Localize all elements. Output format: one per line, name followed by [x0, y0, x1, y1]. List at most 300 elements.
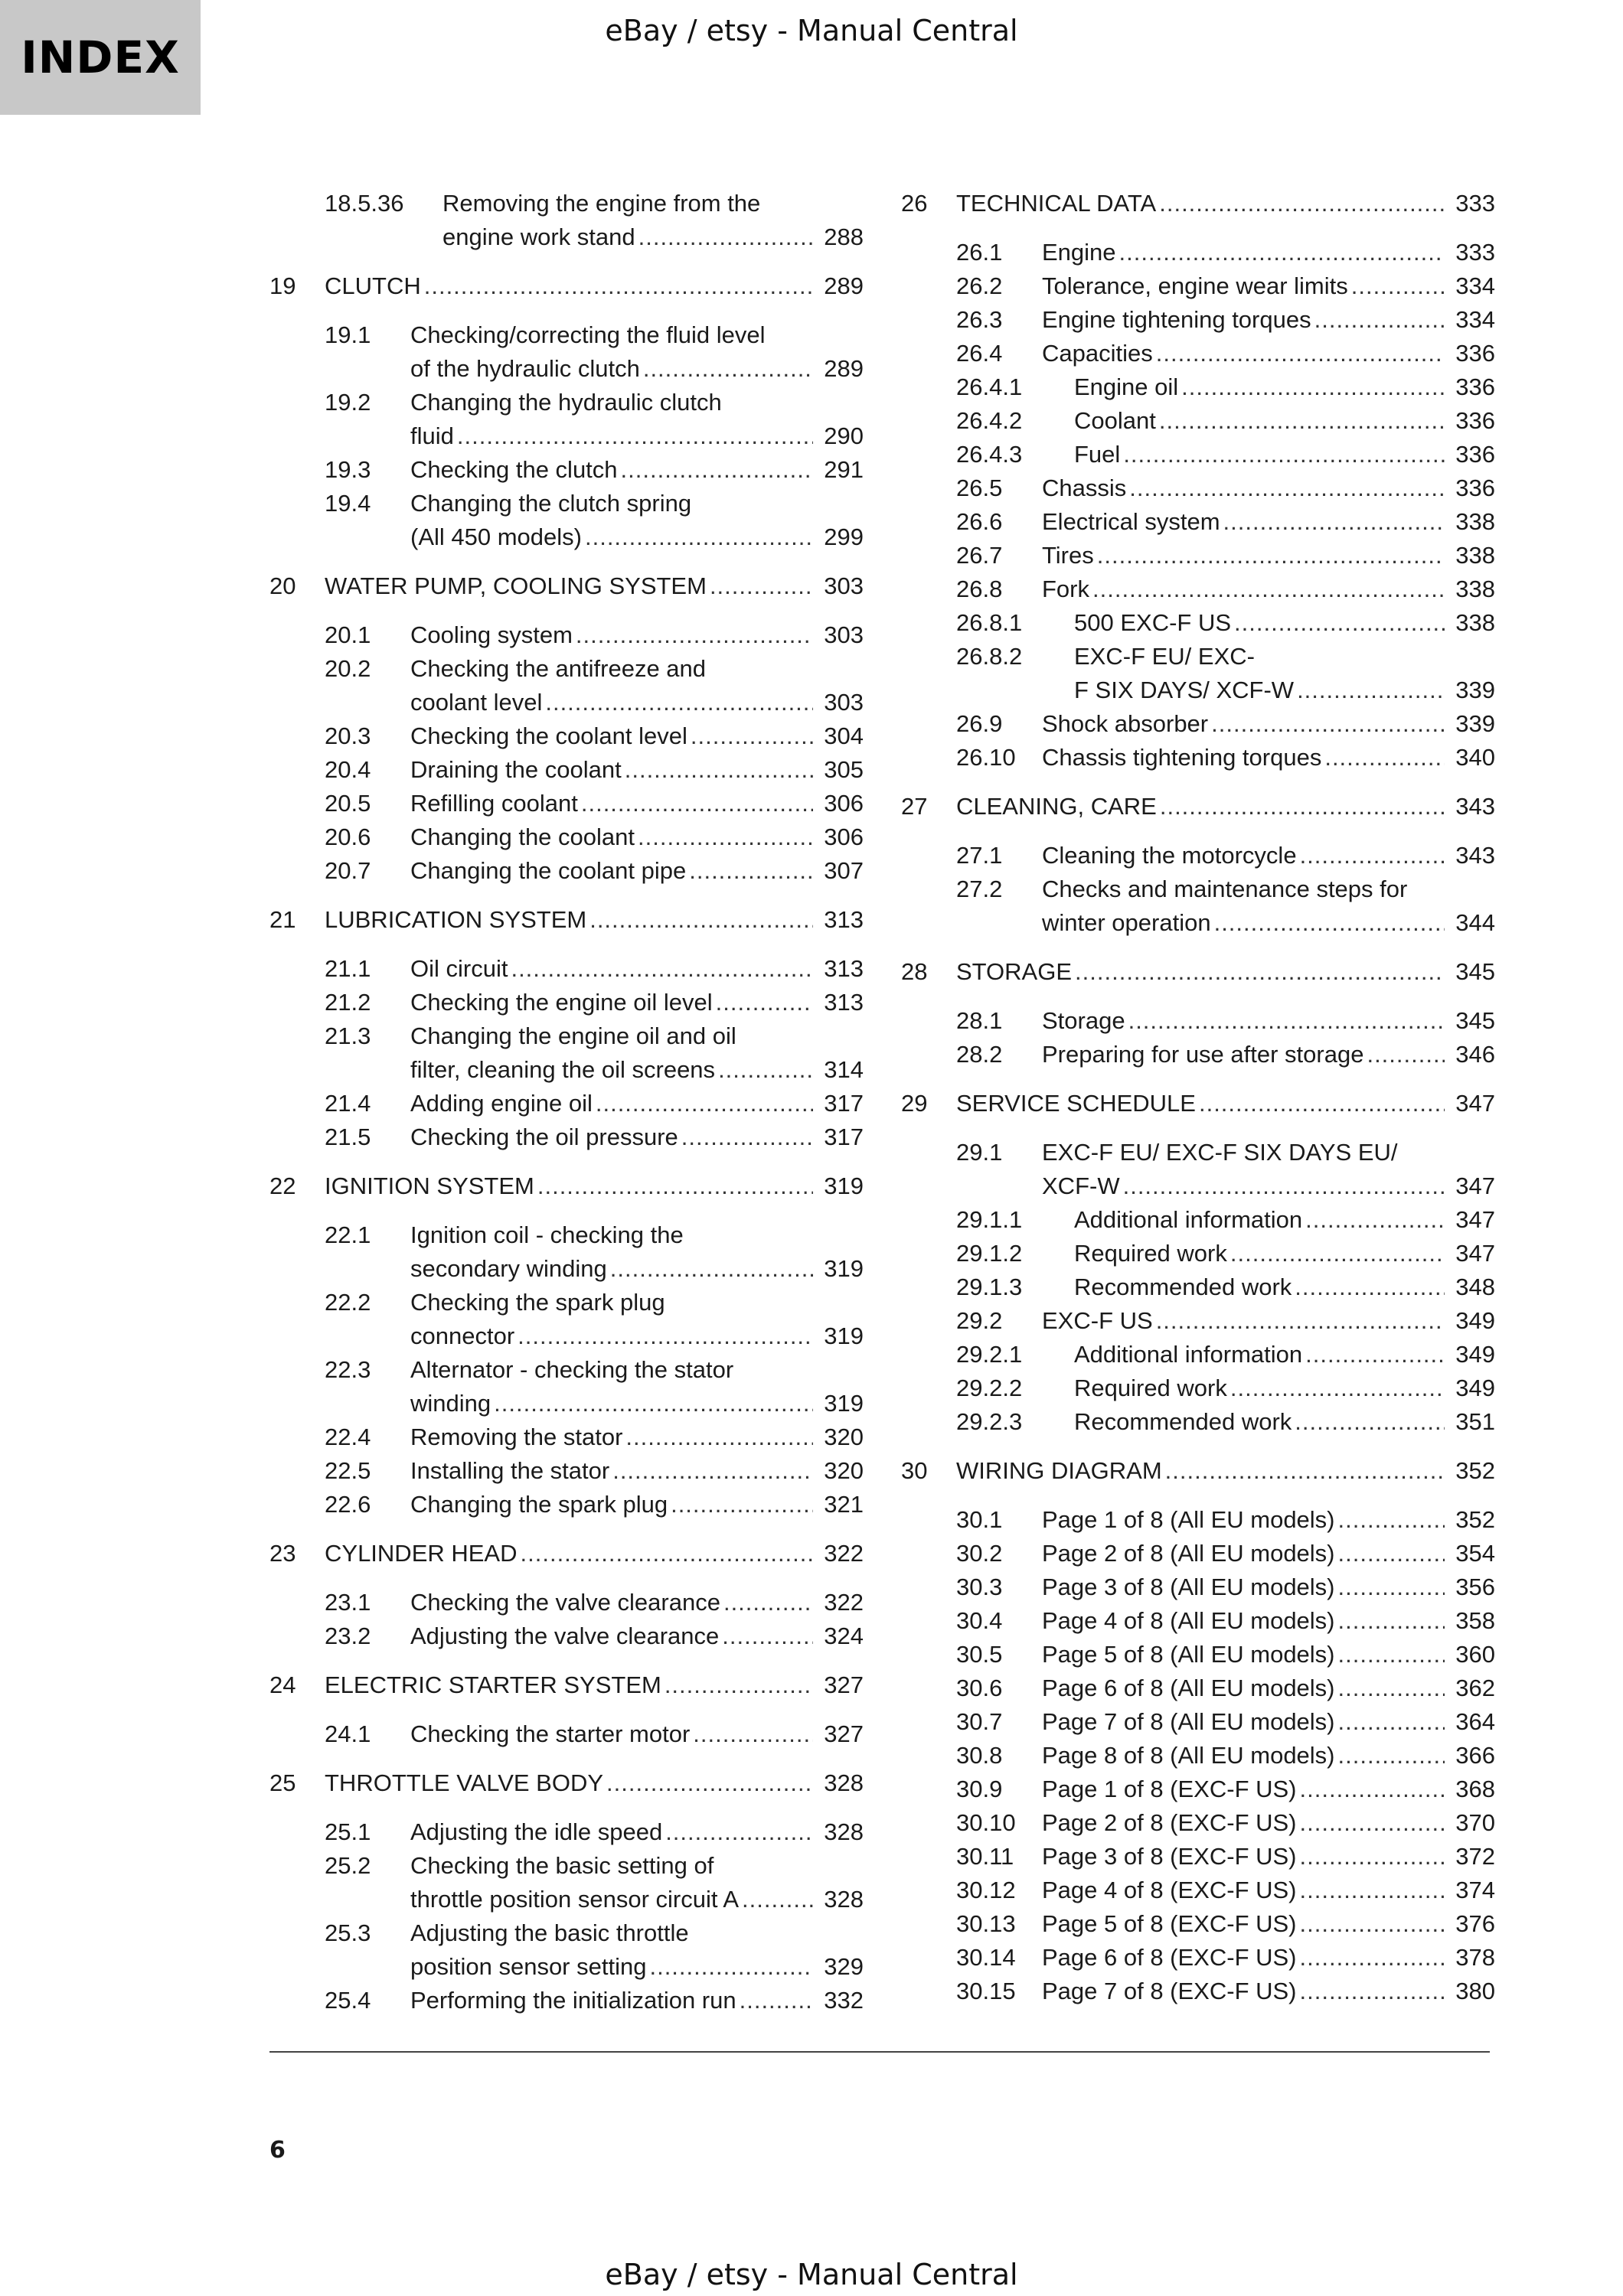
toc-entry-number: 25 [269, 1769, 296, 1796]
dot-leader [742, 1883, 813, 1916]
toc-entry-number: 22.1 [325, 1221, 371, 1248]
toc-page-number: 352 [1455, 1457, 1495, 1484]
toc-section-entry[interactable] [901, 303, 1495, 337]
toc-chapter-entry[interactable] [901, 790, 1495, 823]
toc-chapter-entry[interactable] [269, 1766, 864, 1800]
dot-leader [625, 1420, 813, 1454]
dot-leader [671, 1488, 813, 1521]
toc-section-entry[interactable] [901, 1638, 1495, 1671]
toc-entry-number: 29 [901, 1090, 928, 1117]
dot-leader [1129, 471, 1445, 505]
dot-leader [1160, 790, 1445, 823]
toc-page-number: 360 [1455, 1641, 1495, 1668]
toc-section-entry[interactable] [901, 1503, 1495, 1537]
dot-leader [723, 1586, 813, 1619]
toc-page-number: 289 [824, 272, 864, 299]
toc-entry-number: 26.8.2 [956, 643, 1023, 670]
toc-section-entry[interactable] [269, 1353, 864, 1420]
toc-section-entry[interactable] [901, 1941, 1495, 1975]
toc-entry-title: Tolerance, engine wear limits [1042, 272, 1348, 299]
toc-entry-number: 30.1 [956, 1506, 1003, 1533]
toc-section-entry[interactable] [269, 187, 864, 254]
toc-entry-title: Removing the engine from the [442, 190, 761, 217]
dot-leader [1338, 1537, 1445, 1570]
toc-section-entry[interactable] [901, 1806, 1495, 1840]
dot-leader [1300, 1874, 1445, 1907]
toc-section-entry[interactable] [901, 1570, 1495, 1604]
toc-entry-title: Changing the engine oil and oil [410, 1022, 736, 1049]
toc-entry-title: fluid [410, 422, 454, 449]
toc-entry-title: WATER PUMP, COOLING SYSTEM [325, 572, 707, 599]
toc-entry-title: Changing the hydraulic clutch [410, 389, 722, 416]
dot-leader [1300, 1840, 1445, 1874]
toc-page-number: 380 [1455, 1978, 1495, 2004]
toc-section-entry[interactable] [269, 1619, 864, 1653]
toc-entry-title: Chassis tightening torques [1042, 744, 1322, 771]
toc-entry-title: Additional information [1074, 1341, 1303, 1368]
toc-entry-number: 28.1 [956, 1007, 1003, 1034]
toc-page-number: 349 [1455, 1307, 1495, 1334]
toc-section-entry[interactable] [901, 1705, 1495, 1739]
toc-page-number: 372 [1455, 1843, 1495, 1870]
toc-section-entry[interactable] [901, 438, 1495, 471]
toc-entry-number: 26.4.3 [956, 441, 1023, 468]
toc-entry-title: EXC-F EU/ EXC- [1074, 643, 1255, 670]
toc-page-number: 374 [1455, 1877, 1495, 1903]
toc-page-number: 347 [1455, 1240, 1495, 1267]
dot-leader [1230, 1371, 1445, 1405]
footer-rule [269, 2051, 1490, 2053]
toc-page-number: 334 [1455, 272, 1495, 299]
toc-entry-title: Recommended work [1074, 1408, 1292, 1435]
toc-entry-number: 30.2 [956, 1540, 1003, 1567]
toc-page-number: 314 [824, 1056, 864, 1083]
toc-section-entry[interactable] [269, 1586, 864, 1619]
toc-right-column [901, 187, 1495, 2008]
toc-entry-number: 19 [269, 272, 296, 299]
toc-section-entry[interactable] [269, 1454, 864, 1488]
toc-section-entry[interactable] [901, 370, 1495, 404]
toc-section-entry[interactable] [901, 539, 1495, 572]
toc-entry-title: Page 1 of 8 (All EU models) [1042, 1506, 1335, 1533]
toc-entry-number: 22.3 [325, 1356, 371, 1383]
toc-page-number: 328 [824, 1818, 864, 1845]
toc-page-number: 347 [1455, 1172, 1495, 1199]
toc-page-number: 319 [824, 1255, 864, 1282]
toc-entry-number: 18.5.36 [325, 190, 404, 217]
dot-leader [638, 820, 813, 854]
dot-leader [643, 352, 813, 386]
dot-leader [649, 1950, 813, 1984]
toc-entry-title: Capacities [1042, 340, 1153, 367]
toc-section-entry[interactable] [269, 787, 864, 820]
toc-page-number: 376 [1455, 1910, 1495, 1937]
toc-entry-number: 26.4.1 [956, 373, 1023, 400]
toc-entry-title: Removing the stator [410, 1424, 623, 1450]
toc-entry-title: Page 4 of 8 (All EU models) [1042, 1607, 1335, 1634]
toc-section-entry[interactable] [901, 1038, 1495, 1071]
toc-page-number: 319 [824, 1322, 864, 1349]
toc-page-number: 303 [824, 689, 864, 716]
toc-chapter-entry[interactable] [901, 187, 1495, 220]
toc-entry-title: Required work [1074, 1240, 1227, 1267]
toc-section-entry[interactable] [269, 753, 864, 787]
toc-entry-title: TECHNICAL DATA [956, 190, 1157, 217]
toc-entry-number: 29.1.1 [956, 1206, 1023, 1233]
toc-entry-number: 29.1 [956, 1139, 1003, 1166]
dot-leader [1075, 955, 1445, 989]
toc-entry-title: (All 450 models) [410, 523, 582, 550]
toc-chapter-entry[interactable] [269, 269, 864, 303]
toc-section-entry[interactable] [901, 269, 1495, 303]
toc-entry-number: 29.1.3 [956, 1274, 1023, 1300]
toc-entry-title: Changing the coolant pipe [410, 857, 687, 884]
toc-entry-number: 21.4 [325, 1090, 371, 1117]
toc-section-entry[interactable] [269, 1815, 864, 1849]
toc-entry-title: Storage [1042, 1007, 1125, 1034]
toc-entry-number: 30.14 [956, 1944, 1016, 1971]
toc-page-number: 370 [1455, 1809, 1495, 1836]
toc-page-number: 329 [824, 1953, 864, 1980]
dot-leader [1214, 906, 1445, 940]
toc-entry-title: coolant level [410, 689, 543, 716]
toc-entry-title: XCF-W [1042, 1172, 1120, 1199]
toc-entry-title: Engine tightening torques [1042, 306, 1311, 333]
toc-entry-title: Changing the spark plug [410, 1491, 668, 1518]
toc-section-entry[interactable] [901, 404, 1495, 438]
dot-leader [596, 1087, 813, 1120]
toc-page-number: 328 [824, 1769, 864, 1796]
toc-section-entry[interactable] [901, 872, 1495, 940]
toc-section-entry[interactable] [901, 1975, 1495, 2008]
toc-section-entry[interactable] [269, 1218, 864, 1286]
toc-entry-title: Fuel [1074, 441, 1121, 468]
toc-page-number: 364 [1455, 1708, 1495, 1735]
toc-page-number: 356 [1455, 1574, 1495, 1600]
toc-section-entry[interactable] [901, 1237, 1495, 1270]
toc-section-entry[interactable] [269, 1488, 864, 1521]
toc-entry-number: 30.15 [956, 1978, 1016, 2004]
toc-entry-number: 29.2 [956, 1307, 1003, 1334]
toc-entry-title: Coolant [1074, 407, 1156, 434]
toc-section-entry[interactable] [269, 719, 864, 753]
dot-leader [689, 854, 813, 888]
toc-page-number: 345 [1455, 1007, 1495, 1034]
toc-entry-number: 26.8 [956, 576, 1003, 602]
toc-entry-title: Checking the antifreeze and [410, 655, 707, 682]
toc-page-number: 322 [824, 1540, 864, 1567]
toc-chapter-entry[interactable] [269, 569, 864, 603]
toc-section-entry[interactable] [269, 652, 864, 719]
toc-entry-title: EXC-F EU/ EXC-F SIX DAYS EU/ [1042, 1139, 1398, 1166]
toc-entry-number: 20.5 [325, 790, 371, 817]
toc-entry-number: 21.3 [325, 1022, 371, 1049]
toc-section-entry[interactable] [901, 1405, 1495, 1439]
toc-page-number: 378 [1455, 1944, 1495, 1971]
toc-section-entry[interactable] [269, 1286, 864, 1353]
toc-entry-title: 500 EXC-F US [1074, 609, 1232, 636]
toc-entry-number: 20.3 [325, 722, 371, 749]
toc-chapter-entry[interactable] [269, 1169, 864, 1203]
toc-entry-number: 26.8.1 [956, 609, 1023, 636]
toc-section-entry[interactable] [269, 1019, 864, 1087]
dot-leader [1097, 539, 1445, 572]
toc-section-entry[interactable] [269, 1984, 864, 2017]
toc-entry-title: Changing the clutch spring [410, 490, 692, 517]
toc-page-number: 340 [1455, 744, 1495, 771]
toc-page-number: 338 [1455, 576, 1495, 602]
toc-section-entry[interactable] [901, 1338, 1495, 1371]
toc-entry-title: Page 5 of 8 (EXC-F US) [1042, 1910, 1297, 1937]
toc-entry-number: 21.1 [325, 955, 371, 982]
toc-entry-title: Checking the starter motor [410, 1720, 691, 1747]
toc-section-entry[interactable] [269, 1849, 864, 1916]
dot-leader [1300, 1806, 1445, 1840]
toc-page-number: 332 [824, 1987, 864, 2014]
toc-entry-title: Page 3 of 8 (All EU models) [1042, 1574, 1335, 1600]
toc-entry-number: 26.1 [956, 239, 1003, 266]
toc-section-entry[interactable] [901, 1671, 1495, 1705]
dot-leader [1338, 1739, 1445, 1773]
dot-leader [1300, 1975, 1445, 2008]
toc-section-entry[interactable] [269, 487, 864, 554]
dot-leader [665, 1815, 813, 1849]
toc-entry-title: CYLINDER HEAD [325, 1540, 518, 1567]
toc-section-entry[interactable] [901, 1270, 1495, 1304]
toc-entry-title: CLUTCH [325, 272, 421, 299]
toc-entry-number: 20.1 [325, 621, 371, 648]
toc-section-entry[interactable] [269, 1717, 864, 1751]
toc-page-number: 327 [824, 1671, 864, 1698]
toc-section-entry[interactable] [901, 1773, 1495, 1806]
toc-entry-number: 28 [901, 958, 928, 985]
toc-entry-title: Recommended work [1074, 1274, 1292, 1300]
toc-page-number: 319 [824, 1390, 864, 1417]
toc-entry-title: Cooling system [410, 621, 573, 648]
dot-leader [1300, 1941, 1445, 1975]
toc-entry-number: 30.3 [956, 1574, 1003, 1600]
toc-page-number: 338 [1455, 542, 1495, 569]
toc-section-entry[interactable] [901, 1907, 1495, 1941]
toc-section-entry[interactable] [901, 505, 1495, 539]
toc-chapter-entry[interactable] [901, 1087, 1495, 1120]
dot-leader [1234, 606, 1445, 640]
toc-page-number: 313 [824, 955, 864, 982]
dot-leader [545, 686, 813, 719]
toc-page-number: 366 [1455, 1742, 1495, 1769]
toc-entry-number: 30.6 [956, 1675, 1003, 1701]
toc-section-entry[interactable] [901, 1537, 1495, 1570]
toc-entry-title: Chassis [1042, 475, 1127, 501]
toc-entry-number: 23.1 [325, 1589, 371, 1616]
toc-page-number: 352 [1455, 1506, 1495, 1533]
index-tab: INDEX [0, 0, 201, 115]
dot-leader [1123, 438, 1445, 471]
toc-section-entry[interactable] [269, 986, 864, 1019]
toc-entry-title: Electrical system [1042, 508, 1220, 535]
toc-section-entry[interactable] [269, 1420, 864, 1454]
dot-leader [1230, 1237, 1445, 1270]
toc-page-number: 320 [824, 1457, 864, 1484]
toc-section-entry[interactable] [901, 1203, 1495, 1237]
watermark-bottom: eBay / etsy - Manual Central [605, 2258, 1018, 2291]
page-number: 6 [269, 2137, 286, 2164]
toc-page-number: 339 [1455, 677, 1495, 703]
dot-leader [1181, 370, 1445, 404]
toc-entry-title: Page 1 of 8 (EXC-F US) [1042, 1776, 1297, 1802]
dot-leader [693, 1717, 813, 1751]
toc-entry-number: 21 [269, 906, 296, 933]
toc-page-number: 347 [1455, 1206, 1495, 1233]
dot-leader [1338, 1503, 1445, 1537]
toc-page-number: 324 [824, 1623, 864, 1649]
toc-page-number: 368 [1455, 1776, 1495, 1802]
toc-section-entry[interactable] [901, 1840, 1495, 1874]
toc-section-entry[interactable] [269, 820, 864, 854]
toc-section-entry[interactable] [901, 1304, 1495, 1338]
toc-left-column [269, 187, 864, 2017]
toc-section-entry[interactable] [901, 640, 1495, 707]
toc-entry-number: 22 [269, 1172, 296, 1199]
toc-section-entry[interactable] [901, 1136, 1495, 1203]
toc-entry-number: 29.1.2 [956, 1240, 1023, 1267]
toc-entry-title: Page 2 of 8 (EXC-F US) [1042, 1809, 1297, 1836]
toc-section-entry[interactable] [901, 1874, 1495, 1907]
toc-entry-number: 30.5 [956, 1641, 1003, 1668]
dot-leader [1128, 1004, 1445, 1038]
toc-chapter-entry[interactable] [269, 1668, 864, 1702]
toc-entry-number: 26 [901, 190, 928, 217]
toc-entry-title: filter, cleaning the oil screens [410, 1056, 716, 1083]
toc-section-entry[interactable] [269, 854, 864, 888]
toc-page-number: 303 [824, 572, 864, 599]
toc-section-entry[interactable] [269, 1087, 864, 1120]
dot-leader [589, 903, 813, 937]
toc-entry-title: Checking the valve clearance [410, 1589, 720, 1616]
toc-entry-title: Required work [1074, 1375, 1227, 1401]
toc-entry-number: 30.7 [956, 1708, 1003, 1735]
dot-leader [494, 1387, 813, 1420]
toc-entry-title: Adjusting the idle speed [410, 1818, 663, 1845]
toc-entry-title: Draining the coolant [410, 756, 622, 783]
toc-section-entry[interactable] [901, 1604, 1495, 1638]
toc-page-number: 358 [1455, 1607, 1495, 1634]
toc-entry-title: Checking the engine oil level [410, 989, 713, 1016]
toc-section-entry[interactable] [269, 386, 864, 453]
toc-entry-title: Oil circuit [410, 955, 508, 982]
toc-entry-title: Checking the oil pressure [410, 1124, 678, 1150]
toc-entry-title: Page 2 of 8 (All EU models) [1042, 1540, 1335, 1567]
toc-entry-title: Fork [1042, 576, 1089, 602]
toc-page-number: 338 [1455, 609, 1495, 636]
toc-entry-number: 30.4 [956, 1607, 1003, 1634]
toc-entry-number: 22.2 [325, 1289, 371, 1316]
toc-section-entry[interactable] [901, 572, 1495, 606]
toc-page-number: 305 [824, 756, 864, 783]
toc-page-number: 336 [1455, 475, 1495, 501]
dot-leader [691, 719, 813, 753]
dot-leader [681, 1120, 813, 1154]
toc-chapter-entry[interactable] [901, 1454, 1495, 1488]
toc-entry-title: Ignition coil - checking the [410, 1221, 684, 1248]
dot-leader [625, 753, 813, 787]
toc-page-number: 290 [824, 422, 864, 449]
dot-leader [1338, 1671, 1445, 1705]
toc-entry-title: Alternator - checking the stator [410, 1356, 734, 1383]
dot-leader [537, 1169, 813, 1203]
toc-entry-title: Page 8 of 8 (All EU models) [1042, 1742, 1335, 1769]
toc-entry-number: 29.2.1 [956, 1341, 1023, 1368]
toc-section-entry[interactable] [901, 1371, 1495, 1405]
toc-entry-title: ELECTRIC STARTER SYSTEM [325, 1671, 661, 1698]
toc-section-entry[interactable] [269, 618, 864, 652]
toc-entry-number: 20.7 [325, 857, 371, 884]
toc-section-entry[interactable] [901, 236, 1495, 269]
toc-entry-number: 19.3 [325, 456, 371, 483]
toc-section-entry[interactable] [901, 839, 1495, 872]
toc-entry-title: CLEANING, CARE [956, 793, 1157, 820]
toc-entry-title: Page 6 of 8 (All EU models) [1042, 1675, 1335, 1701]
toc-entry-number: 30.11 [956, 1843, 1014, 1870]
toc-entry-title: Adjusting the basic throttle [410, 1919, 689, 1946]
toc-entry-number: 20 [269, 572, 296, 599]
toc-section-entry[interactable] [901, 707, 1495, 741]
toc-page-number: 319 [824, 1172, 864, 1199]
toc-page-number: 307 [824, 857, 864, 884]
toc-chapter-entry[interactable] [269, 1537, 864, 1570]
toc-page-number: 349 [1455, 1341, 1495, 1368]
dot-leader [521, 1537, 814, 1570]
toc-entry-number: 26.3 [956, 306, 1003, 333]
toc-section-entry[interactable] [901, 606, 1495, 640]
toc-section-entry[interactable] [269, 1916, 864, 1984]
toc-entry-number: 21.2 [325, 989, 371, 1016]
toc-entry-number: 26.6 [956, 508, 1003, 535]
dot-leader [1300, 1773, 1445, 1806]
dot-leader [1295, 1270, 1445, 1304]
toc-section-entry[interactable] [901, 1004, 1495, 1038]
toc-entry-title: Page 7 of 8 (EXC-F US) [1042, 1978, 1297, 2004]
toc-page-number: 299 [824, 523, 864, 550]
toc-entry-title: Checks and maintenance steps for [1042, 876, 1408, 902]
dot-leader [1119, 236, 1445, 269]
toc-entry-title: Checking the coolant level [410, 722, 687, 749]
dot-leader [1338, 1638, 1445, 1671]
dot-leader [1123, 1169, 1445, 1203]
toc-section-entry[interactable] [269, 1120, 864, 1154]
toc-chapter-entry[interactable] [901, 955, 1495, 989]
dot-leader [1223, 505, 1445, 539]
toc-section-entry[interactable] [901, 471, 1495, 505]
toc-section-entry[interactable] [269, 318, 864, 386]
toc-page-number: 346 [1455, 1041, 1495, 1068]
toc-section-entry[interactable] [901, 741, 1495, 775]
toc-section-entry[interactable] [901, 1739, 1495, 1773]
dot-leader [576, 618, 813, 652]
dot-leader [718, 1053, 813, 1087]
dot-leader [612, 1454, 813, 1488]
toc-entry-number: 30.9 [956, 1776, 1003, 1802]
toc-chapter-entry[interactable] [269, 903, 864, 937]
toc-section-entry[interactable] [269, 453, 864, 487]
toc-entry-number: 26.4.2 [956, 407, 1023, 434]
toc-section-entry[interactable] [901, 337, 1495, 370]
toc-page-number: 321 [824, 1491, 864, 1518]
toc-page-number: 322 [824, 1589, 864, 1616]
toc-section-entry[interactable] [269, 952, 864, 986]
toc-entry-title: WIRING DIAGRAM [956, 1457, 1162, 1484]
toc-entry-number: 29.2.3 [956, 1408, 1023, 1435]
